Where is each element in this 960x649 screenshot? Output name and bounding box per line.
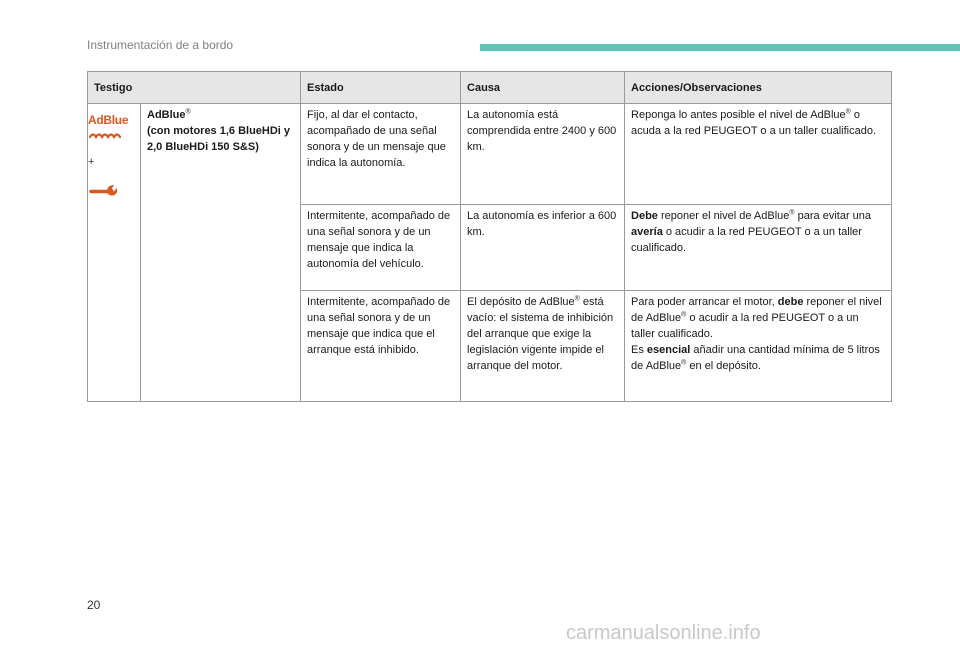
acc-text: Es [631,344,647,356]
wave-icon [88,131,122,139]
causa-cell: La autonomía está comprendida entre 2400 y 600 km. [461,104,625,205]
acc-text: debe [777,296,804,308]
indicator-name-cell [141,104,301,402]
acciones-cell [625,291,892,402]
estado-cell: Fijo, al dar el contacto, acompañado de una señal sonora y de un mensaje que indica la autonomía. [301,104,461,205]
registered-mark: ® [681,359,687,367]
acc-text: esencial [646,344,691,356]
table-row [88,104,892,205]
estado-cell: Intermitente, acompañado de una señal sonora y de un mensaje que indica que el arranque está inhibido. [301,291,461,402]
registered-mark: ® [185,108,191,116]
indicator-engines: (con motores 1,6 BlueHDi y 2,0 BlueHDi 150 S&S) [147,125,291,153]
page-number: 20 [87,598,101,612]
adblue-logo-text: AdBlue [88,113,129,127]
acc-text: en el depósito. [686,360,761,372]
col-header-testigo: Testigo [88,72,301,104]
indicator-table [87,71,892,402]
causa-cell [461,291,625,402]
col-header-causa: Causa [461,72,625,104]
acc-text: reponer el nivel de AdBlue [657,210,790,222]
registered-mark: ® [574,295,580,303]
header-accent-bar [480,44,960,51]
estado-cell: Intermitente, acompañado de una señal sonora y de un mensaje que indica la autonomía del vehículo. [301,205,461,291]
col-header-estado: Estado [301,72,461,104]
causa-text: El depósito de AdBlue [467,296,575,308]
col-header-acciones: Acciones/Observaciones [625,72,892,104]
causa-cell: La autonomía es inferior a 600 km. [461,205,625,291]
acc-text: avería [631,226,663,238]
watermark: carmanualsonline.info [566,622,761,644]
acciones-cell [625,104,892,205]
acc-text: o acudir a la red PEUGEOT o a un taller cualificado. [631,312,859,340]
acc-text: Reponga lo antes posible el nivel de AdBlue [631,109,846,121]
adblue-icon [88,112,140,144]
wrench-icon [88,182,120,198]
acc-text: Debe [631,210,658,222]
registered-mark: ® [845,108,851,116]
acc-text: añadir una cantidad mínima de 5 litros de AdBlue [631,344,880,372]
acc-text: o acuda a la red PEUGEOT o a un taller cualificado. [631,109,877,137]
acc-text: para evitar una [794,210,872,222]
acciones-cell [625,205,892,291]
plus-sign: + [88,156,95,168]
causa-text: está vacío: el sistema de inhibición del arranque que exige la legislación vigente impide el arranque del motor. [467,296,614,372]
table-header-row [88,72,892,104]
registered-mark: ® [789,209,795,217]
indicator-name: AdBlue [147,109,186,121]
acc-text: Para poder arrancar el motor, [631,296,778,308]
acc-text: reponer el nivel de AdBlue [631,296,882,324]
acc-text: o acudir a la red PEUGEOT o a un taller cualificado. [631,226,862,254]
page-header-title: Instrumentación de a bordo [87,38,234,52]
indicator-icons-cell [88,104,141,402]
registered-mark: ® [681,311,687,319]
